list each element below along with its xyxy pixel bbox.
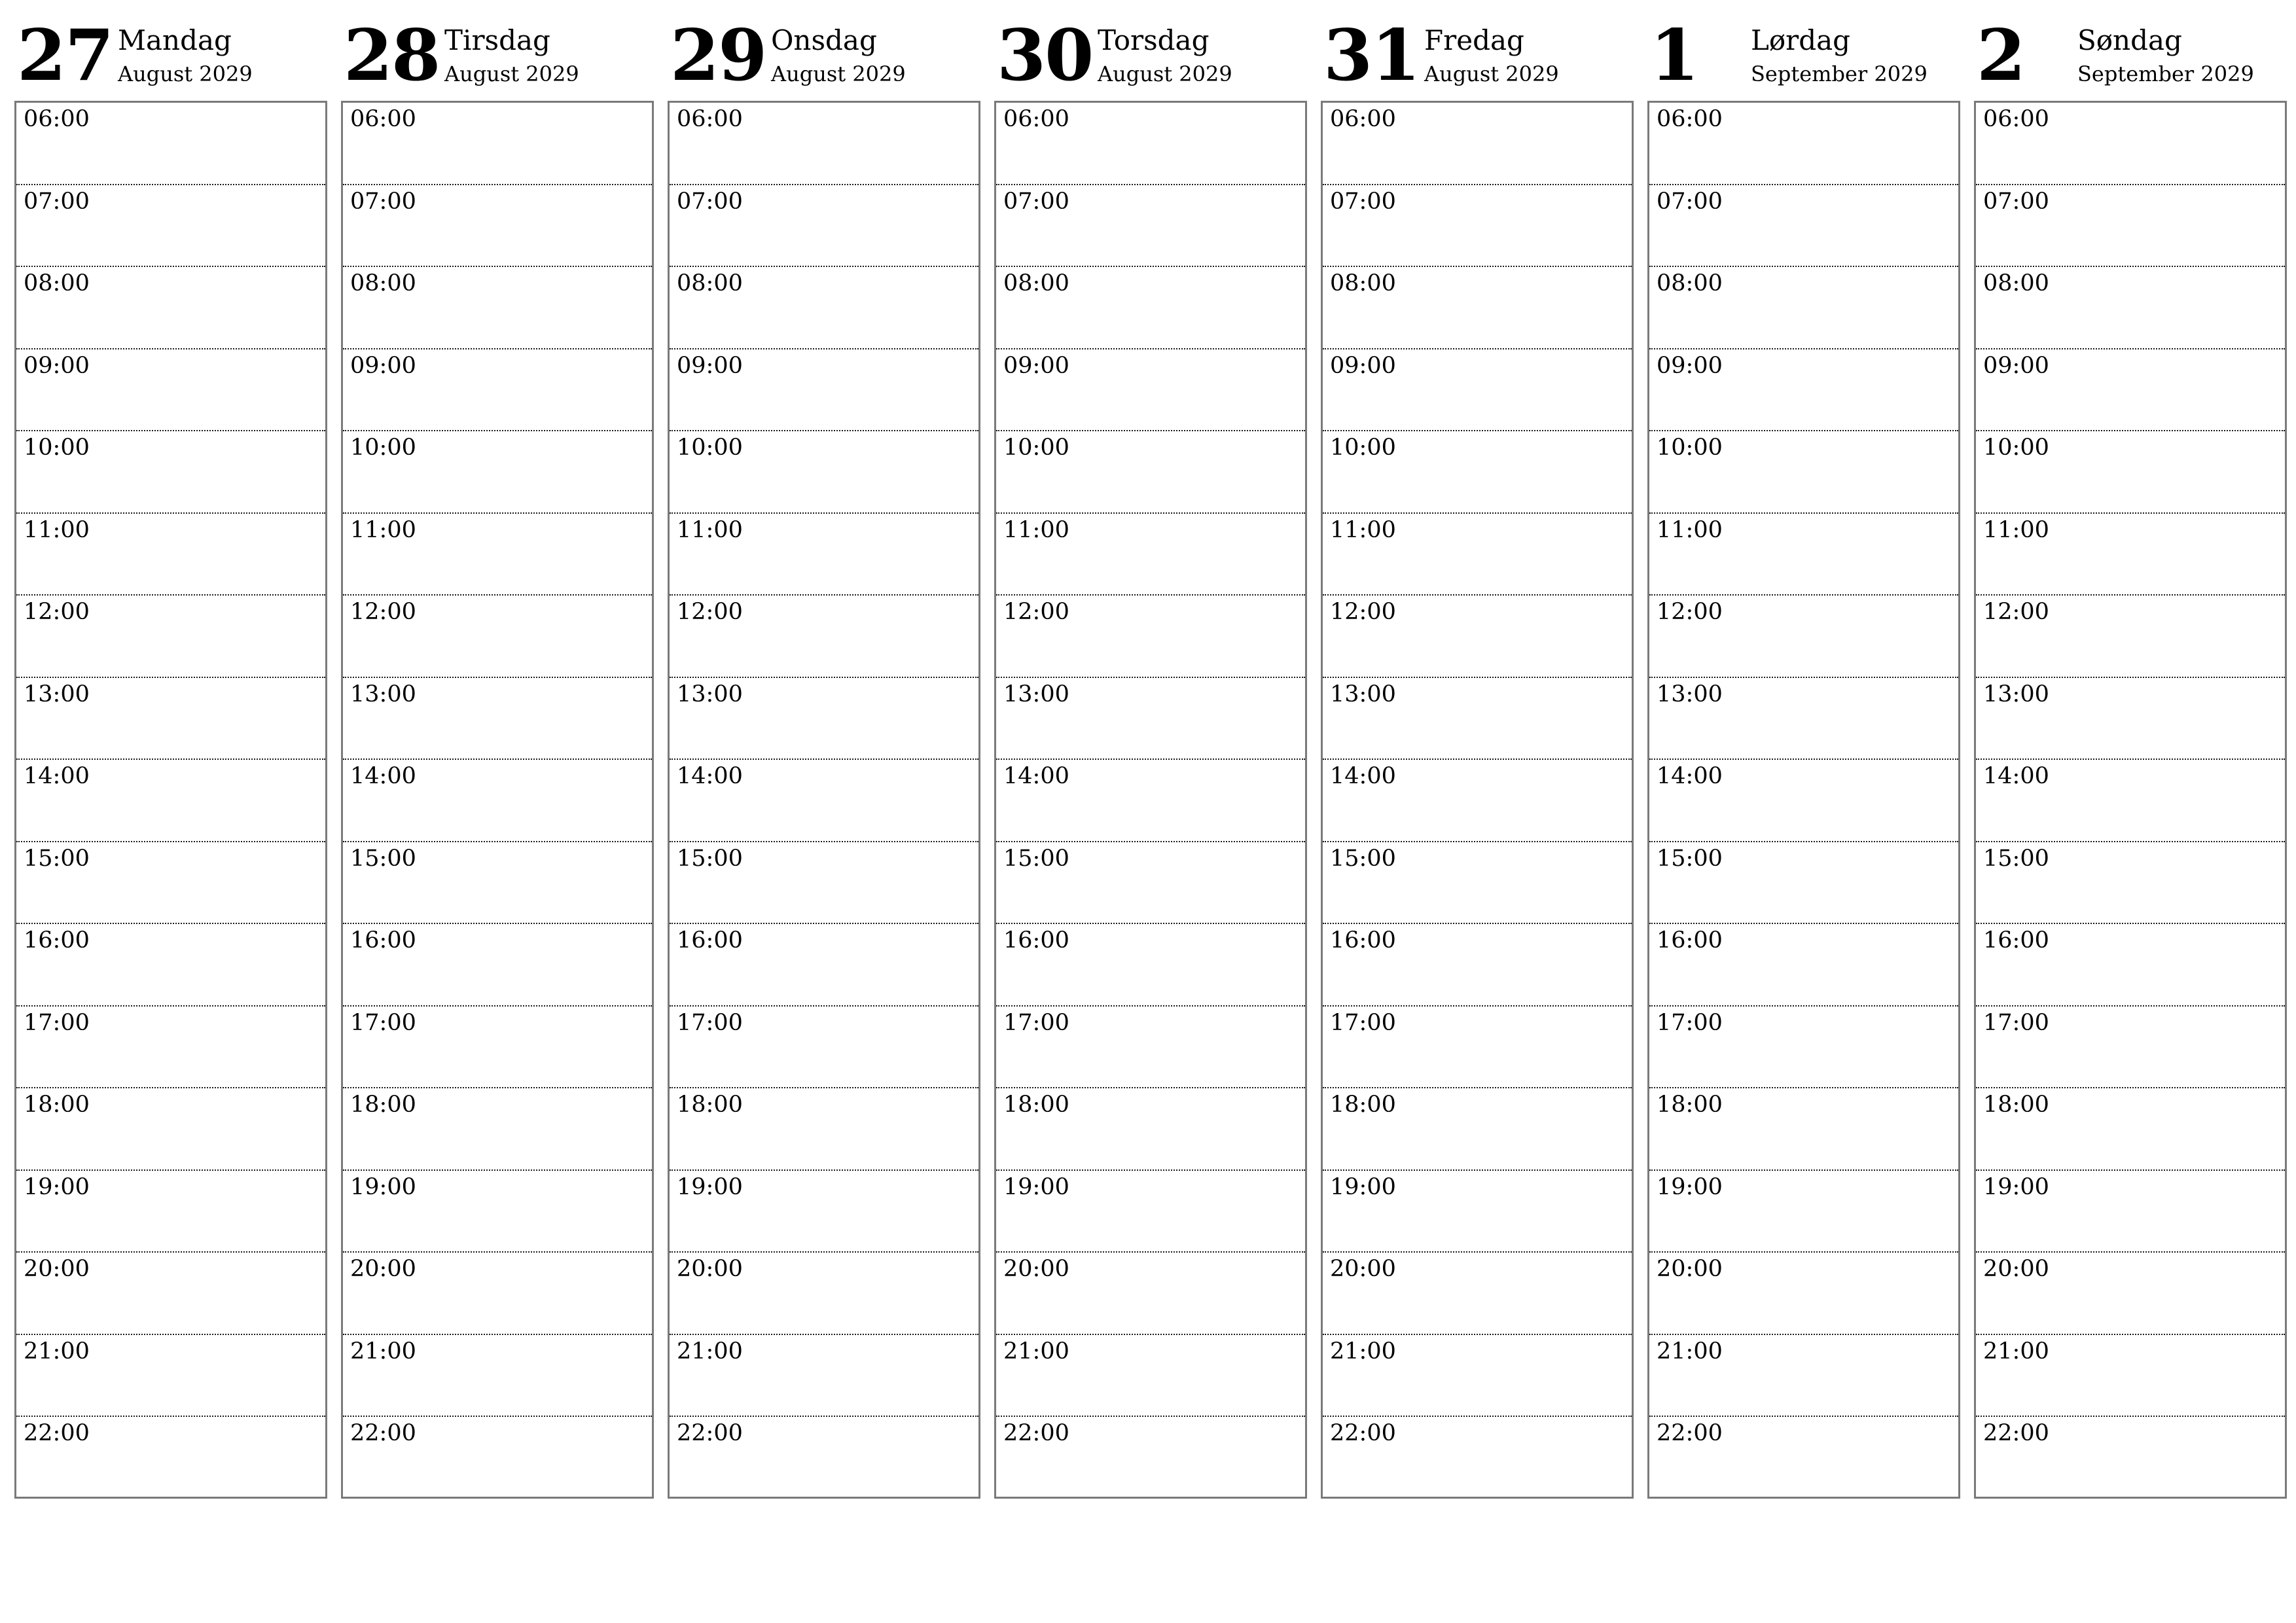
hour-slot[interactable] — [16, 596, 325, 678]
hour-label: 15:00 — [24, 845, 90, 872]
hour-label: 21:00 — [1657, 1338, 1723, 1364]
hour-slot[interactable] — [996, 760, 1305, 842]
hour-slot[interactable] — [1976, 267, 2285, 349]
hour-label: 06:00 — [24, 106, 90, 132]
hour-slot[interactable] — [1976, 1335, 2285, 1418]
hour-label: 12:00 — [1983, 599, 2049, 625]
hour-slot[interactable] — [1649, 596, 1958, 678]
hour-label: 22:00 — [1983, 1420, 2049, 1446]
hour-slot[interactable] — [343, 349, 652, 432]
hour-label: 09:00 — [1983, 352, 2049, 379]
hour-label: 19:00 — [350, 1173, 416, 1200]
hour-slot[interactable] — [1323, 596, 1632, 678]
hour-slot[interactable] — [670, 1253, 978, 1335]
hour-slot[interactable] — [1323, 267, 1632, 349]
hour-label: 12:00 — [350, 599, 416, 625]
hour-slot[interactable] — [996, 842, 1305, 925]
hour-label: 19:00 — [1983, 1173, 2049, 1200]
hour-slot[interactable] — [996, 678, 1305, 760]
hour-label: 07:00 — [1983, 188, 2049, 215]
hour-label: 14:00 — [1003, 763, 1069, 789]
hour-label: 07:00 — [1330, 188, 1396, 215]
hour-label: 11:00 — [1657, 516, 1723, 543]
hour-slot[interactable] — [16, 103, 325, 185]
hour-slot[interactable] — [670, 760, 978, 842]
hour-label: 20:00 — [1657, 1256, 1723, 1282]
hour-label: 08:00 — [677, 270, 743, 296]
hour-slot[interactable] — [1323, 842, 1632, 925]
hour-label: 06:00 — [1657, 106, 1723, 132]
hour-label: 16:00 — [1003, 927, 1069, 954]
hour-label: 10:00 — [24, 435, 90, 461]
weekday-name: Mandag — [118, 24, 232, 56]
hour-label: 19:00 — [677, 1173, 743, 1200]
hour-label: 13:00 — [1003, 681, 1069, 707]
hour-slot[interactable] — [996, 596, 1305, 678]
hour-label: 13:00 — [1657, 681, 1723, 707]
hour-slot[interactable] — [343, 678, 652, 760]
hour-slot[interactable] — [343, 431, 652, 514]
hour-label: 06:00 — [677, 106, 743, 132]
hour-slot[interactable] — [343, 514, 652, 596]
hour-label: 17:00 — [1657, 1009, 1723, 1036]
hour-slot[interactable] — [343, 1007, 652, 1089]
day-column — [14, 0, 327, 1500]
hour-slot[interactable] — [1976, 103, 2285, 185]
hour-label: 08:00 — [1330, 270, 1396, 296]
hour-label: 14:00 — [1657, 763, 1723, 789]
hour-slot[interactable] — [16, 842, 325, 925]
hour-label: 20:00 — [350, 1256, 416, 1282]
hour-slot[interactable] — [996, 1171, 1305, 1253]
day-number: 30 — [997, 14, 1093, 97]
weekday-name: Fredag — [1424, 24, 1524, 56]
hour-slot[interactable] — [1649, 678, 1958, 760]
day-header — [1321, 0, 1634, 99]
hour-label: 12:00 — [24, 599, 90, 625]
weekday-name: Torsdag — [1098, 24, 1210, 56]
month-year: September 2029 — [2077, 62, 2254, 86]
hour-label: 10:00 — [1657, 435, 1723, 461]
hour-label: 22:00 — [1330, 1420, 1396, 1446]
hour-label: 18:00 — [1657, 1092, 1723, 1118]
hour-label: 22:00 — [350, 1420, 416, 1446]
hour-slot[interactable] — [1323, 760, 1632, 842]
hour-slot[interactable] — [1976, 514, 2285, 596]
hour-slot[interactable] — [1323, 349, 1632, 432]
hour-slot[interactable] — [996, 185, 1305, 268]
hour-label: 12:00 — [1657, 599, 1723, 625]
hour-label: 06:00 — [1003, 106, 1069, 132]
hour-label: 16:00 — [1657, 927, 1723, 954]
hour-slot[interactable] — [1976, 431, 2285, 514]
hour-label: 07:00 — [24, 188, 90, 215]
hour-slot[interactable] — [1649, 349, 1958, 432]
month-year: August 2029 — [444, 62, 579, 86]
day-header — [14, 0, 327, 99]
hour-slot[interactable] — [1649, 103, 1958, 185]
hour-slot[interactable] — [1323, 678, 1632, 760]
hour-label: 21:00 — [24, 1338, 90, 1364]
hour-label: 07:00 — [1657, 188, 1723, 215]
hour-label: 09:00 — [24, 352, 90, 379]
hour-label: 17:00 — [1003, 1009, 1069, 1036]
hour-label: 15:00 — [1983, 845, 2049, 872]
hour-label: 19:00 — [1003, 1173, 1069, 1200]
hour-slot[interactable] — [996, 1007, 1305, 1089]
day-header — [1647, 0, 1960, 99]
month-year: August 2029 — [1098, 62, 1232, 86]
hour-slot[interactable] — [1323, 1417, 1632, 1499]
hour-label: 21:00 — [1330, 1338, 1396, 1364]
hour-slot[interactable] — [16, 514, 325, 596]
hour-slot[interactable] — [16, 678, 325, 760]
hour-slot[interactable] — [1323, 185, 1632, 268]
month-year: September 2029 — [1751, 62, 1928, 86]
day-header — [994, 0, 1307, 99]
hour-slot[interactable] — [670, 267, 978, 349]
day-number: 31 — [1323, 14, 1420, 97]
hour-label: 15:00 — [677, 845, 743, 872]
weekly-planner — [14, 0, 2292, 1623]
day-header — [1974, 0, 2287, 99]
hour-label: 16:00 — [1330, 927, 1396, 954]
hour-label: 08:00 — [350, 270, 416, 296]
hour-label: 16:00 — [24, 927, 90, 954]
hour-label: 22:00 — [24, 1420, 90, 1446]
weekday-name: Onsdag — [771, 24, 877, 56]
hour-slot[interactable] — [16, 1335, 325, 1418]
hour-slot[interactable] — [996, 1253, 1305, 1335]
hour-slot[interactable] — [996, 349, 1305, 432]
day-schedule-box — [994, 101, 1307, 1499]
hour-slot[interactable] — [670, 924, 978, 1007]
hour-label: 14:00 — [1983, 763, 2049, 789]
day-schedule-box — [1974, 101, 2287, 1499]
hour-slot[interactable] — [343, 1253, 652, 1335]
day-number: 27 — [17, 14, 113, 97]
hour-label: 20:00 — [1330, 1256, 1396, 1282]
hour-slot[interactable] — [16, 1007, 325, 1089]
hour-slot[interactable] — [343, 1417, 652, 1499]
hour-label: 20:00 — [24, 1256, 90, 1282]
hour-slot[interactable] — [670, 842, 978, 925]
hour-label: 11:00 — [24, 516, 90, 543]
hour-label: 12:00 — [1330, 599, 1396, 625]
hour-label: 14:00 — [1330, 763, 1396, 789]
hour-slot[interactable] — [1323, 1007, 1632, 1089]
hour-label: 13:00 — [677, 681, 743, 707]
hour-label: 18:00 — [1983, 1092, 2049, 1118]
hour-label: 21:00 — [1003, 1338, 1069, 1364]
hour-slot[interactable] — [1649, 1253, 1958, 1335]
hour-slot[interactable] — [1976, 678, 2285, 760]
hour-slot[interactable] — [343, 1088, 652, 1171]
hour-slot[interactable] — [1976, 1417, 2285, 1499]
day-column — [668, 0, 980, 1500]
hour-slot[interactable] — [343, 1335, 652, 1418]
hour-label: 08:00 — [1983, 270, 2049, 296]
day-column — [1647, 0, 1960, 1500]
hour-slot[interactable] — [16, 267, 325, 349]
hour-slot[interactable] — [343, 185, 652, 268]
hour-label: 15:00 — [1330, 845, 1396, 872]
hour-label: 13:00 — [350, 681, 416, 707]
hour-label: 17:00 — [1330, 1009, 1396, 1036]
hour-slot[interactable] — [16, 1253, 325, 1335]
month-year: August 2029 — [1424, 62, 1559, 86]
hour-label: 08:00 — [24, 270, 90, 296]
hour-slot[interactable] — [670, 1088, 978, 1171]
hour-slot[interactable] — [1649, 842, 1958, 925]
hour-slot[interactable] — [670, 514, 978, 596]
hour-slot[interactable] — [1649, 185, 1958, 268]
hour-label: 14:00 — [350, 763, 416, 789]
hour-slot[interactable] — [16, 760, 325, 842]
hour-slot[interactable] — [16, 1171, 325, 1253]
day-schedule-box — [1321, 101, 1634, 1499]
hour-label: 22:00 — [1657, 1420, 1723, 1446]
day-column — [1974, 0, 2287, 1500]
hour-label: 22:00 — [677, 1420, 743, 1446]
day-schedule-box — [668, 101, 980, 1499]
hour-label: 15:00 — [1003, 845, 1069, 872]
day-column — [341, 0, 654, 1500]
hour-slot[interactable] — [670, 103, 978, 185]
hour-slot[interactable] — [1649, 924, 1958, 1007]
hour-label: 12:00 — [677, 599, 743, 625]
hour-label: 17:00 — [677, 1009, 743, 1036]
hour-slot[interactable] — [996, 1417, 1305, 1499]
hour-label: 20:00 — [1983, 1256, 2049, 1282]
hour-slot[interactable] — [343, 760, 652, 842]
hour-label: 13:00 — [1983, 681, 2049, 707]
hour-label: 17:00 — [24, 1009, 90, 1036]
hour-slot[interactable] — [16, 349, 325, 432]
hour-slot[interactable] — [16, 1417, 325, 1499]
hour-slot[interactable] — [1649, 267, 1958, 349]
hour-slot[interactable] — [996, 514, 1305, 596]
hour-slot[interactable] — [343, 1171, 652, 1253]
hour-label: 14:00 — [677, 763, 743, 789]
hour-slot[interactable] — [670, 349, 978, 432]
hour-label: 22:00 — [1003, 1420, 1069, 1446]
hour-slot[interactable] — [1976, 842, 2285, 925]
hour-label: 10:00 — [1330, 435, 1396, 461]
month-year: August 2029 — [118, 62, 253, 86]
hour-slot[interactable] — [16, 924, 325, 1007]
hour-label: 08:00 — [1657, 270, 1723, 296]
hour-slot[interactable] — [1649, 1007, 1958, 1089]
day-column — [1321, 0, 1634, 1500]
day-schedule-box — [1647, 101, 1960, 1499]
hour-label: 18:00 — [24, 1092, 90, 1118]
hour-slot[interactable] — [1976, 596, 2285, 678]
hour-slot[interactable] — [343, 596, 652, 678]
hour-slot[interactable] — [1323, 1171, 1632, 1253]
hour-label: 18:00 — [1330, 1092, 1396, 1118]
day-number: 29 — [670, 14, 766, 97]
hour-slot[interactable] — [1323, 1335, 1632, 1418]
day-header — [668, 0, 980, 99]
hour-label: 11:00 — [1330, 516, 1396, 543]
hour-slot[interactable] — [670, 596, 978, 678]
hour-slot[interactable] — [996, 1088, 1305, 1171]
day-number: 2 — [1977, 14, 2025, 97]
hour-slot[interactable] — [1976, 1007, 2285, 1089]
hour-slot[interactable] — [670, 1007, 978, 1089]
hour-label: 18:00 — [1003, 1092, 1069, 1118]
hour-slot[interactable] — [670, 185, 978, 268]
hour-slot[interactable] — [670, 678, 978, 760]
day-number: 1 — [1650, 14, 1698, 97]
hour-label: 07:00 — [677, 188, 743, 215]
hour-label: 06:00 — [1330, 106, 1396, 132]
month-year: August 2029 — [771, 62, 906, 86]
hour-label: 20:00 — [677, 1256, 743, 1282]
hour-label: 10:00 — [1983, 435, 2049, 461]
hour-label: 14:00 — [24, 763, 90, 789]
hour-slot[interactable] — [996, 267, 1305, 349]
hour-slot[interactable] — [343, 924, 652, 1007]
hour-slot[interactable] — [1323, 431, 1632, 514]
hour-label: 16:00 — [677, 927, 743, 954]
hour-label: 09:00 — [677, 352, 743, 379]
hour-label: 15:00 — [350, 845, 416, 872]
hour-slot[interactable] — [1976, 760, 2285, 842]
hour-label: 11:00 — [1983, 516, 2049, 543]
hour-label: 08:00 — [1003, 270, 1069, 296]
hour-slot[interactable] — [343, 842, 652, 925]
hour-label: 09:00 — [350, 352, 416, 379]
hour-slot[interactable] — [996, 924, 1305, 1007]
hour-slot[interactable] — [1649, 1417, 1958, 1499]
hour-slot[interactable] — [1649, 1088, 1958, 1171]
hour-slot[interactable] — [343, 267, 652, 349]
hour-label: 13:00 — [24, 681, 90, 707]
hour-slot[interactable] — [1649, 1335, 1958, 1418]
hour-label: 17:00 — [350, 1009, 416, 1036]
hour-label: 11:00 — [350, 516, 416, 543]
day-number: 28 — [344, 14, 440, 97]
hour-label: 06:00 — [1983, 106, 2049, 132]
hour-slot[interactable] — [1323, 103, 1632, 185]
hour-label: 10:00 — [350, 435, 416, 461]
hour-label: 09:00 — [1330, 352, 1396, 379]
hour-label: 11:00 — [1003, 516, 1069, 543]
day-header — [341, 0, 654, 99]
weekday-name: Søndag — [2077, 24, 2182, 56]
hour-slot[interactable] — [1323, 924, 1632, 1007]
hour-label: 12:00 — [1003, 599, 1069, 625]
hour-label: 21:00 — [350, 1338, 416, 1364]
hour-label: 09:00 — [1003, 352, 1069, 379]
hour-slot[interactable] — [1323, 1088, 1632, 1171]
hour-slot[interactable] — [1976, 924, 2285, 1007]
hour-slot[interactable] — [1976, 1171, 2285, 1253]
hour-slot[interactable] — [343, 103, 652, 185]
hour-label: 18:00 — [350, 1092, 416, 1118]
hour-slot[interactable] — [1649, 514, 1958, 596]
hour-label: 19:00 — [1330, 1173, 1396, 1200]
weekday-name: Lørdag — [1751, 24, 1851, 56]
hour-label: 07:00 — [350, 188, 416, 215]
hour-slot[interactable] — [670, 1335, 978, 1418]
day-schedule-box — [341, 101, 654, 1499]
hour-label: 18:00 — [677, 1092, 743, 1118]
hour-slot[interactable] — [1649, 760, 1958, 842]
hour-label: 20:00 — [1003, 1256, 1069, 1282]
hour-label: 15:00 — [1657, 845, 1723, 872]
hour-label: 19:00 — [1657, 1173, 1723, 1200]
hour-slot[interactable] — [1323, 514, 1632, 596]
hour-slot[interactable] — [16, 431, 325, 514]
hour-slot[interactable] — [996, 103, 1305, 185]
hour-slot[interactable] — [1976, 1088, 2285, 1171]
hour-label: 10:00 — [677, 435, 743, 461]
hour-label: 11:00 — [677, 516, 743, 543]
hour-slot[interactable] — [1649, 1171, 1958, 1253]
hour-label: 13:00 — [1330, 681, 1396, 707]
hour-slot[interactable] — [1976, 185, 2285, 268]
hour-slot[interactable] — [996, 431, 1305, 514]
hour-slot[interactable] — [16, 1088, 325, 1171]
hour-label: 06:00 — [350, 106, 416, 132]
weekday-name: Tirsdag — [444, 24, 550, 56]
day-column — [994, 0, 1307, 1500]
hour-slot[interactable] — [1649, 431, 1958, 514]
hour-label: 10:00 — [1003, 435, 1069, 461]
hour-label: 07:00 — [1003, 188, 1069, 215]
hour-slot[interactable] — [1323, 1253, 1632, 1335]
hour-slot[interactable] — [670, 1171, 978, 1253]
hour-slot[interactable] — [670, 431, 978, 514]
hour-label: 16:00 — [1983, 927, 2049, 954]
hour-slot[interactable] — [1976, 349, 2285, 432]
hour-label: 17:00 — [1983, 1009, 2049, 1036]
hour-slot[interactable] — [1976, 1253, 2285, 1335]
day-schedule-box — [14, 101, 327, 1499]
hour-label: 09:00 — [1657, 352, 1723, 379]
hour-slot[interactable] — [996, 1335, 1305, 1418]
hour-slot[interactable] — [670, 1417, 978, 1499]
hour-label: 19:00 — [24, 1173, 90, 1200]
hour-label: 16:00 — [350, 927, 416, 954]
hour-slot[interactable] — [16, 185, 325, 268]
hour-label: 21:00 — [1983, 1338, 2049, 1364]
hour-label: 21:00 — [677, 1338, 743, 1364]
